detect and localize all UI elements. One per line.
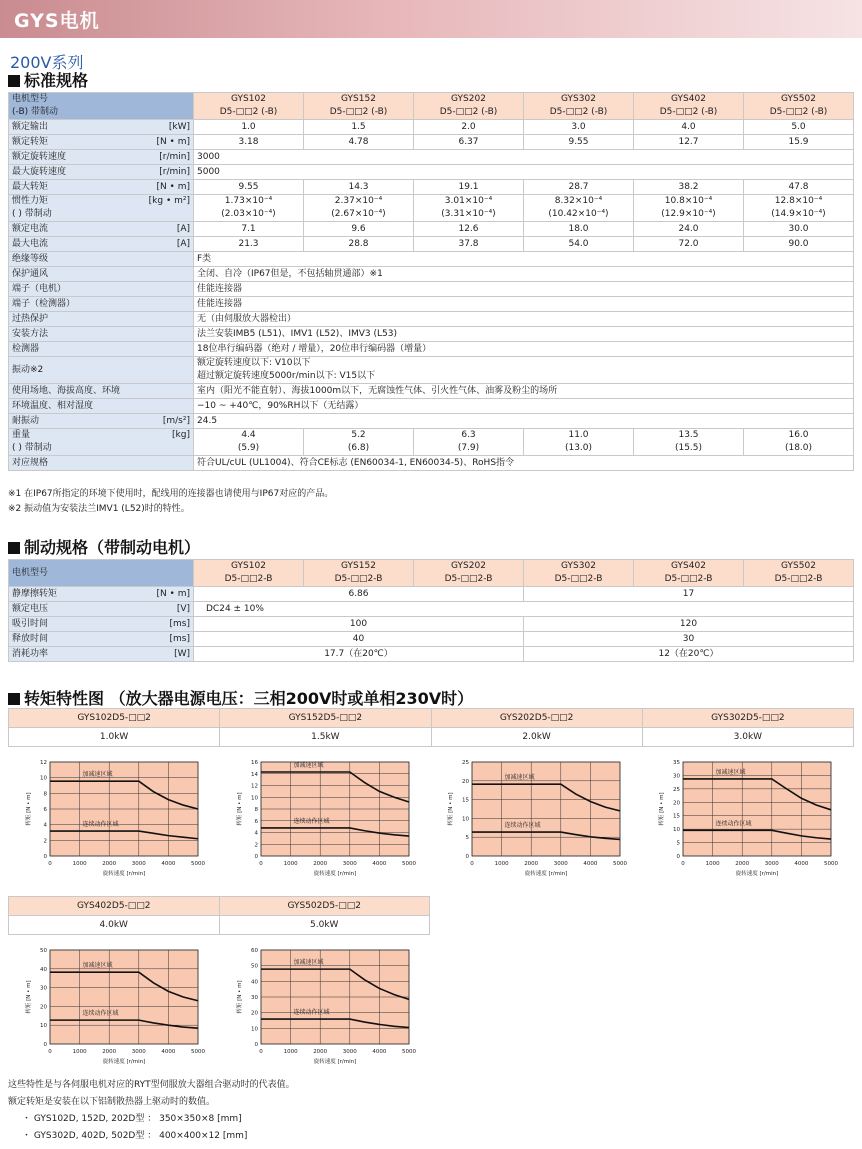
y-tick-label: 10 [251, 795, 258, 802]
spec-cell: 15.9 [744, 135, 854, 150]
spec-cell: 3.0 [524, 120, 634, 135]
spec-model-header: GYS502 D5-□□2 (-B) [744, 93, 854, 120]
torque-note: 额定转矩是安装在以下铝制散热器上驱动时的数值。 [8, 1097, 216, 1107]
y-tick-label: 8 [254, 807, 258, 813]
y-tick-label: 30 [40, 985, 47, 992]
torque-chart-title: GYS202D5-□□2 [431, 709, 642, 728]
brake-model-header: GYS102 D5-□□2-B [194, 560, 304, 587]
torque-chart-title: GYS502D5-□□2 [219, 897, 430, 916]
spec-row [9, 135, 854, 150]
y-tick-label: 30 [251, 995, 258, 1001]
spec-row [9, 222, 854, 237]
brake-cell: DC24 ± 10% [194, 602, 854, 617]
spec-span-cell: 符合UL/cUL (UL1004)、符合CE标志 (EN60034-1, EN60034-5)、RoHS指令 [194, 456, 854, 471]
continuous-region-label: 连续动作区域 [293, 1009, 330, 1017]
y-tick-label: 20 [673, 800, 680, 807]
x-tick-label: 5000 [191, 861, 205, 867]
x-axis-label: 旋转速度 [r/min] [102, 871, 146, 877]
y-tick-label: 60 [251, 948, 258, 954]
y-tick-label: 40 [40, 966, 47, 973]
spec-cell: 4.78 [304, 135, 414, 150]
y-tick-label: 0 [254, 1042, 258, 1048]
x-axis-label: 旋转速度 [r/min] [524, 871, 568, 877]
y-tick-label: 20 [462, 778, 469, 785]
spec-cell: 6.37 [414, 135, 524, 150]
series-title: 200V系列 [10, 53, 84, 72]
spec-cell: 7.1 [194, 222, 304, 237]
y-axis-label: 转矩 [N • m] [26, 792, 32, 826]
spec-cell: 28.7 [524, 180, 634, 195]
spec-cell: 38.2 [634, 180, 744, 195]
spec-span-cell: 室内（阳光不能直射）、海拔1000m以下，无腐蚀性气体、引火性气体、油雾及粉尘的场所 [194, 384, 854, 399]
x-tick-label: 0 [681, 861, 685, 867]
brake-row-label: 吸引时间 [ms] [9, 617, 194, 632]
y-tick-label: 2 [43, 838, 47, 845]
brake-cell: 17 [524, 587, 854, 602]
y-tick-label: 12 [251, 783, 258, 790]
brake-model-header: GYS502 D5-□□2-B [744, 560, 854, 587]
spec-model-header: GYS102 D5-□□2 (-B) [194, 93, 304, 120]
y-tick-label: 10 [462, 816, 469, 823]
torque-chart-title: GYS402D5-□□2 [9, 897, 220, 916]
brake-section-title: 制动规格（带制动电机） [8, 535, 200, 558]
y-tick-label: 35 [673, 760, 680, 766]
spec-span-cell: 全闭、自冷（IP67但是，不包括轴贯通部）※1 [194, 267, 854, 282]
y-tick-label: 15 [673, 813, 680, 820]
spec-cell: 5.2 (6.8) [304, 429, 414, 456]
y-tick-label: 5 [465, 835, 469, 842]
x-tick-label: 3000 [764, 861, 779, 867]
spec-row [9, 282, 854, 297]
x-tick-label: 1000 [283, 1049, 298, 1055]
y-axis-label: 转矩 [N • m] [237, 792, 243, 826]
spec-row-label: 惯性力矩 [kg • m²] ( ) 带制动 [9, 195, 194, 222]
brake-cell: 6.86 [194, 587, 524, 602]
spec-cell: 12.6 [414, 222, 524, 237]
y-tick-label: 16 [251, 760, 258, 766]
spec-cell: 12.7 [634, 135, 744, 150]
plot-area [472, 762, 620, 856]
x-tick-label: 0 [470, 861, 474, 867]
spec-cell: 30.0 [744, 222, 854, 237]
torque-note: ・ GYS302D, 402D, 502D型 ： 400×400×12 [mm] [22, 1131, 248, 1141]
x-tick-label: 5000 [402, 861, 416, 867]
spec-row [9, 150, 854, 165]
y-tick-label: 14 [251, 771, 258, 778]
page-header-bar [0, 0, 862, 38]
brake-cell: 40 [194, 632, 524, 647]
spec-row [9, 357, 854, 384]
plot-area [50, 950, 198, 1044]
spec-row-label: 端子（电机） [9, 282, 194, 297]
spec-span-cell: F类 [194, 252, 854, 267]
x-tick-label: 4000 [161, 861, 176, 867]
torque-note: 这些特性是与各伺服电机对应的RYT型伺服放大器组合驱动时的代表值。 [8, 1080, 295, 1090]
spec-row-label: 绝缘等级 [9, 252, 194, 267]
spec-row [9, 252, 854, 267]
y-tick-label: 10 [251, 1026, 258, 1033]
brake-model-header: GYS152 D5-□□2-B [304, 560, 414, 587]
y-tick-label: 6 [254, 818, 258, 825]
brake-row-label: 静摩擦转矩 [N • m] [9, 587, 194, 602]
torque-chart-power: 4.0kW [9, 916, 220, 935]
spec-row [9, 429, 854, 456]
y-tick-label: 0 [465, 854, 469, 860]
spec-model-header: GYS152 D5-□□2 (-B) [304, 93, 414, 120]
brake-model-header: GYS302 D5-□□2-B [524, 560, 634, 587]
spec-cell: 9.6 [304, 222, 414, 237]
torque-chart-power: 3.0kW [642, 728, 853, 747]
torque-chart-power: 1.5kW [220, 728, 431, 747]
spec-span-cell: 佳能连接器 [194, 282, 854, 297]
spec-row-label: 安装方法 [9, 327, 194, 342]
spec-row-label: 重量 [kg] ( ) 带制动 [9, 429, 194, 456]
torque-chart-power: 2.0kW [431, 728, 642, 747]
spec-model-header: GYS402 D5-□□2 (-B) [634, 93, 744, 120]
y-tick-label: 0 [254, 854, 258, 860]
spec-section-title: 标准规格 [8, 68, 88, 91]
torque-chart-header [8, 708, 854, 747]
spec-cell: 2.37×10⁻⁴ (2.67×10⁻⁴) [304, 195, 414, 222]
x-tick-label: 4000 [161, 1049, 176, 1055]
x-tick-label: 5000 [402, 1049, 416, 1055]
brake-model-header: GYS402 D5-□□2-B [634, 560, 744, 587]
y-tick-label: 10 [40, 1023, 47, 1030]
y-axis-label: 转矩 [N • m] [26, 980, 32, 1014]
continuous-region-label: 连续动作区域 [82, 1010, 119, 1018]
x-tick-label: 4000 [372, 861, 387, 867]
spec-span-cell: 3000 [194, 150, 854, 165]
page-title: GYS电机 [14, 10, 100, 32]
x-axis-label: 旋转速度 [r/min] [735, 871, 779, 877]
spec-cell: 11.0 (13.0) [524, 429, 634, 456]
x-tick-label: 1000 [72, 1049, 87, 1055]
spec-row-label: 使用场地、海拔高度、环境 [9, 384, 194, 399]
brake-row-label: 消耗功率 [W] [9, 647, 194, 662]
spec-span-cell: −10 ~ +40℃，90%RH以下（无结露） [194, 399, 854, 414]
y-axis-label: 转矩 [N • m] [237, 980, 243, 1014]
continuous-region-label: 连续动作区域 [715, 820, 752, 828]
spec-cell: 10.8×10⁻⁴ (12.9×10⁻⁴) [634, 195, 744, 222]
accel-region-label: 加减速区域 [504, 774, 535, 782]
torque-chart [641, 754, 852, 882]
spec-cell: 9.55 [194, 180, 304, 195]
spec-row-label: 环境温度、相对湿度 [9, 399, 194, 414]
y-tick-label: 4 [254, 830, 258, 837]
spec-cell: 13.5 (15.5) [634, 429, 744, 456]
y-tick-label: 50 [251, 963, 258, 970]
torque-chart [8, 942, 219, 1070]
torque-chart-title: GYS302D5-□□2 [642, 709, 853, 728]
y-tick-label: 0 [676, 854, 680, 860]
brake-row-label: 释放时间 [ms] [9, 632, 194, 647]
x-tick-label: 2000 [313, 1049, 328, 1055]
spec-row-label: 额定输出 [kW] [9, 120, 194, 135]
spec-cell: 47.8 [744, 180, 854, 195]
y-tick-label: 40 [251, 979, 258, 986]
spec-cell: 28.8 [304, 237, 414, 252]
x-tick-label: 1000 [283, 861, 298, 867]
torque-chart-power: 5.0kW [219, 916, 430, 935]
spec-cell: 16.0 (18.0) [744, 429, 854, 456]
spec-note: ※1 在IP67所指定的环境下使用时，配线用的连接器也请使用与IP67对应的产品。 [8, 489, 334, 499]
y-tick-label: 8 [43, 791, 47, 798]
torque-chart [219, 942, 430, 1070]
spec-span-cell: 佳能连接器 [194, 297, 854, 312]
spec-row-label: 对应规格 [9, 456, 194, 471]
x-tick-label: 2000 [102, 1049, 117, 1055]
spec-span-cell: 5000 [194, 165, 854, 180]
spec-cell: 1.0 [194, 120, 304, 135]
spec-row-label: 保护通风 [9, 267, 194, 282]
y-axis-label: 转矩 [N • m] [448, 792, 454, 826]
spec-row [9, 312, 854, 327]
x-tick-label: 1000 [705, 861, 720, 867]
x-tick-label: 1000 [494, 861, 509, 867]
spec-table [8, 92, 854, 471]
y-tick-label: 50 [40, 948, 47, 954]
x-tick-label: 0 [259, 1049, 263, 1055]
spec-row [9, 120, 854, 135]
spec-row-label: 额定转矩 [N • m] [9, 135, 194, 150]
spec-row [9, 327, 854, 342]
x-axis-label: 旋转速度 [r/min] [102, 1059, 146, 1065]
brake-cell: 17.7（在20℃） [194, 647, 524, 662]
y-tick-label: 30 [673, 773, 680, 780]
spec-row-label: 检测器 [9, 342, 194, 357]
spec-row [9, 267, 854, 282]
torque-note: ・ GYS102D, 152D, 202D型 ： 350×350×8 [mm] [22, 1114, 242, 1124]
y-axis-label: 转矩 [N • m] [659, 792, 665, 826]
y-tick-label: 5 [676, 840, 680, 847]
x-tick-label: 3000 [131, 861, 146, 867]
spec-row-label: 耐振动 [m/s²] [9, 414, 194, 429]
spec-row-label: 端子（检测器） [9, 297, 194, 312]
spec-row [9, 456, 854, 471]
x-axis-label: 旋转速度 [r/min] [313, 1059, 357, 1065]
x-tick-label: 3000 [342, 861, 357, 867]
spec-row-label: 振动※2 [9, 357, 194, 384]
continuous-region-label: 连续动作区域 [504, 822, 541, 830]
spec-row-label: 最大转矩 [N • m] [9, 180, 194, 195]
spec-row-label: 最大电流 [A] [9, 237, 194, 252]
spec-cell: 24.0 [634, 222, 744, 237]
spec-row [9, 297, 854, 312]
x-tick-label: 2000 [735, 861, 750, 867]
spec-row-label: 最大旋转速度 [r/min] [9, 165, 194, 180]
spec-span-cell: 额定旋转速度以下: V10以下 超过额定旋转速度5000r/min以下: V15以下 [194, 357, 854, 384]
accel-region-label: 加减速区域 [293, 959, 324, 967]
y-tick-label: 20 [251, 1010, 258, 1017]
brake-cell: 30 [524, 632, 854, 647]
spec-model-header: GYS302 D5-□□2 (-B) [524, 93, 634, 120]
torque-chart [8, 754, 219, 882]
x-tick-label: 0 [259, 861, 263, 867]
spec-cell: 9.55 [524, 135, 634, 150]
torque-chart-power: 1.0kW [9, 728, 220, 747]
brake-table [8, 559, 854, 662]
spec-row [9, 414, 854, 429]
torque-chart-header [8, 896, 430, 935]
brake-cell: 120 [524, 617, 854, 632]
x-tick-label: 2000 [524, 861, 539, 867]
spec-cell: 8.32×10⁻⁴ (10.42×10⁻⁴) [524, 195, 634, 222]
spec-cell: 6.3 (7.9) [414, 429, 524, 456]
spec-row [9, 237, 854, 252]
x-tick-label: 2000 [102, 861, 117, 867]
spec-model-header: GYS202 D5-□□2 (-B) [414, 93, 524, 120]
x-tick-label: 5000 [191, 1049, 205, 1055]
y-tick-label: 10 [40, 775, 47, 782]
accel-region-label: 加减速区域 [82, 962, 113, 970]
spec-span-cell: 法兰安装IMB5 (L51)、IMV1 (L52)、IMV3 (L53) [194, 327, 854, 342]
brake-cell: 12（在20℃） [524, 647, 854, 662]
y-tick-label: 25 [673, 786, 680, 793]
y-tick-label: 25 [462, 760, 469, 766]
y-tick-label: 20 [40, 1004, 47, 1011]
spec-row-label: 额定旋转速度 [r/min] [9, 150, 194, 165]
spec-cell: 19.1 [414, 180, 524, 195]
spec-row [9, 195, 854, 222]
spec-cell: 54.0 [524, 237, 634, 252]
spec-cell: 18.0 [524, 222, 634, 237]
continuous-region-label: 连续动作区域 [293, 817, 330, 825]
spec-cell: 1.5 [304, 120, 414, 135]
spec-row-label: 过热保护 [9, 312, 194, 327]
x-tick-label: 2000 [313, 861, 328, 867]
accel-region-label: 加减速区域 [82, 771, 113, 779]
spec-cell: 14.3 [304, 180, 414, 195]
spec-cell: 21.3 [194, 237, 304, 252]
y-tick-label: 0 [43, 854, 47, 860]
x-tick-label: 5000 [824, 861, 838, 867]
torque-chart [430, 754, 641, 882]
x-tick-label: 0 [48, 861, 52, 867]
spec-cell: 37.8 [414, 237, 524, 252]
spec-note: ※2 振动值为安装法兰IMV1 (L52)时的特性。 [8, 504, 190, 514]
spec-cell: 12.8×10⁻⁴ (14.9×10⁻⁴) [744, 195, 854, 222]
y-tick-label: 6 [43, 807, 47, 813]
plot-area [683, 762, 831, 856]
spec-row [9, 342, 854, 357]
x-tick-label: 4000 [372, 1049, 387, 1055]
spec-cell: 2.0 [414, 120, 524, 135]
spec-cell: 4.0 [634, 120, 744, 135]
x-tick-label: 4000 [583, 861, 598, 867]
brake-model-header: GYS202 D5-□□2-B [414, 560, 524, 587]
continuous-region-label: 连续动作区域 [82, 821, 119, 829]
spec-cell: 3.01×10⁻⁴ (3.31×10⁻⁴) [414, 195, 524, 222]
spec-row [9, 384, 854, 399]
y-tick-label: 0 [43, 1042, 47, 1048]
torque-section-title: 转矩特性图 （放大器电源电压：三相200V时或单相230V时） [8, 686, 473, 709]
spec-row-label: 额定电流 [A] [9, 222, 194, 237]
x-tick-label: 5000 [613, 861, 627, 867]
brake-header-label: 电机型号 [9, 560, 194, 587]
x-tick-label: 3000 [342, 1049, 357, 1055]
y-tick-label: 4 [43, 822, 47, 829]
spec-row [9, 165, 854, 180]
y-tick-label: 12 [40, 760, 47, 766]
torque-chart [219, 754, 430, 882]
spec-cell: 5.0 [744, 120, 854, 135]
spec-row [9, 180, 854, 195]
torque-chart-title: GYS152D5-□□2 [220, 709, 431, 728]
y-tick-label: 10 [673, 827, 680, 834]
x-tick-label: 4000 [794, 861, 809, 867]
y-tick-label: 15 [462, 797, 469, 804]
spec-cell: 90.0 [744, 237, 854, 252]
accel-region-label: 加减速区域 [293, 761, 324, 769]
y-tick-label: 2 [254, 842, 258, 849]
x-tick-label: 3000 [553, 861, 568, 867]
x-tick-label: 0 [48, 1049, 52, 1055]
spec-span-cell: 无（由伺服放大器检出） [194, 312, 854, 327]
brake-row-label: 额定电压 [V] [9, 602, 194, 617]
spec-cell: 72.0 [634, 237, 744, 252]
spec-span-cell: 24.5 [194, 414, 854, 429]
accel-region-label: 加减速区域 [715, 768, 746, 776]
torque-chart-title: GYS102D5-□□2 [9, 709, 220, 728]
spec-cell: 4.4 (5.9) [194, 429, 304, 456]
spec-header-label: 电机型号 (-B) 带制动 [9, 93, 194, 120]
spec-span-cell: 18位串行编码器（绝对 / 增量），20位串行编码器（增量） [194, 342, 854, 357]
brake-cell: 100 [194, 617, 524, 632]
x-tick-label: 3000 [131, 1049, 146, 1055]
x-axis-label: 旋转速度 [r/min] [313, 871, 357, 877]
spec-cell: 1.73×10⁻⁴ (2.03×10⁻⁴) [194, 195, 304, 222]
spec-row [9, 399, 854, 414]
spec-cell: 3.18 [194, 135, 304, 150]
x-tick-label: 1000 [72, 861, 87, 867]
